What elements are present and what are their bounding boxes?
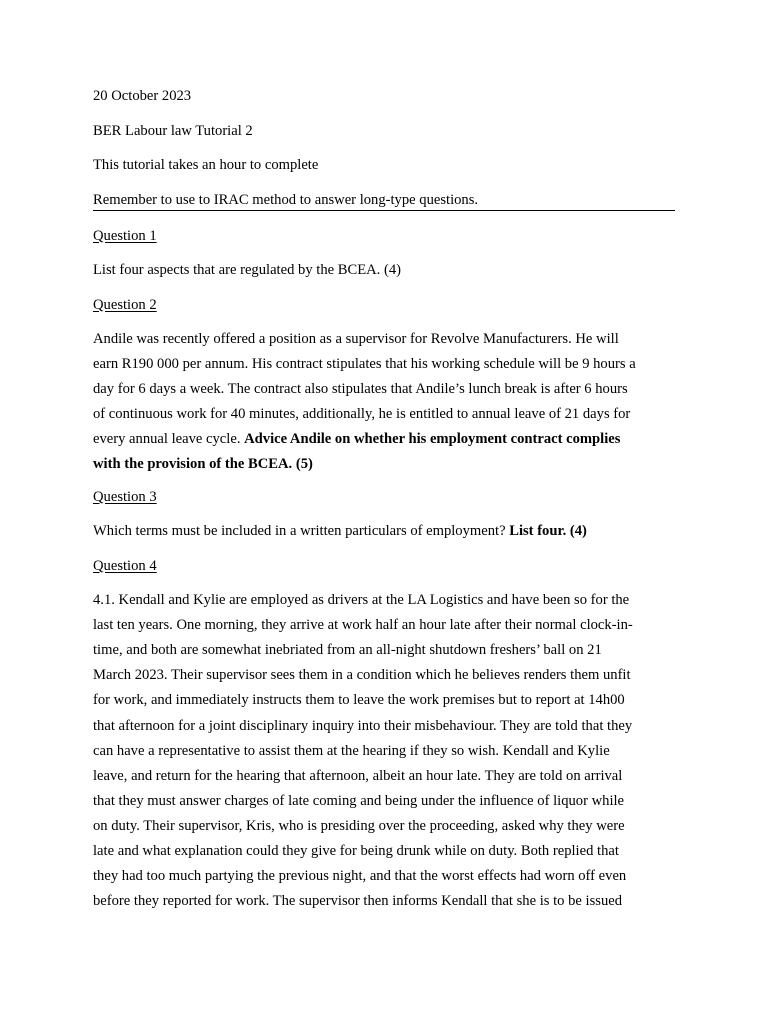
- question-4-line: before they reported for work. The supervisor then informs Kendall that she is to be issued: [93, 893, 623, 910]
- question-4-line: on duty. Their supervisor, Kris, who is presiding over the proceeding, asked why they were: [93, 817, 625, 834]
- question-3-heading: [93, 487, 675, 507]
- question-4-line: they had too much partying the previous night, and that the worst effects had worn off even: [93, 868, 627, 885]
- question-2-line: Andile was recently offered a position as a supervisor for Revolve Manufacturers. He will: [93, 331, 619, 347]
- question-4-heading-text: Question 4: [93, 557, 157, 574]
- question-2-line-text: every annual leave cycle.: [93, 431, 245, 448]
- question-4-heading: [93, 556, 675, 576]
- question-4-line: time, and both are somewhat inebriated from an all-night shutdown freshers’ ball on 21: [93, 642, 602, 659]
- irac-instruction: Remember to use to IRAC method to answer long-type questions.: [93, 190, 675, 211]
- question-2-bold-line: with the provision of the BCEA. (5): [93, 456, 313, 473]
- question-2-heading: [93, 295, 675, 315]
- question-2-line: of continuous work for 40 minutes, additionally, he is entitled to annual leave of 21 days for: [93, 406, 631, 423]
- question-3-bold: List four. (4): [509, 523, 587, 540]
- question-1-heading-text: Question 1: [93, 227, 157, 244]
- question-2-heading-text: Question 2: [93, 296, 157, 313]
- document-title: BER Labour law Tutorial 2: [93, 122, 253, 139]
- question-4-line: for work, and immediately instructs them to leave the work premises but to report at 14h00: [93, 692, 625, 709]
- document-date: 20 October 2023: [93, 88, 192, 104]
- question-2-line: [93, 452, 675, 477]
- question-4-line: leave, and return for the hearing that afternoon, albeit an hour late. They are told on arrival: [93, 767, 623, 784]
- question-3-text: [93, 521, 675, 541]
- question-4-line: March 2023. Their supervisor sees them in a condition which he believes renders them unfit: [93, 667, 631, 684]
- question-3-heading-text: Question 3: [93, 488, 157, 505]
- question-2-line: earn R190 000 per annum. His contract stipulates that his working schedule will be 9 hours a: [93, 356, 636, 373]
- question-2-line: day for 6 days a week. The contract also stipulates that Andile’s lunch break is after 6 hours: [93, 381, 628, 398]
- question-2-body: [93, 327, 675, 478]
- question-4-line: that they must answer charges of late coming and being under the influence of liquor while: [93, 792, 625, 809]
- question-3-text-body: Which terms must be included in a written particulars of employment?: [93, 523, 510, 540]
- question-1-heading: [93, 226, 675, 246]
- question-4-line: that afternoon for a joint disciplinary inquiry into their misbehaviour. They are told that they: [93, 717, 633, 734]
- question-4-line: late and what explanation could they give for being drunk while on duty. Both replied that: [93, 843, 619, 859]
- tutorial-duration: This tutorial takes an hour to complete: [93, 157, 319, 173]
- question-4-line: last ten years. One morning, they arrive at work half an hour late after their normal clock-in-: [93, 617, 633, 634]
- question-4-line: 4.1. Kendall and Kylie are employed as drivers at the LA Logistics and have been so for the: [93, 592, 630, 609]
- question-2-line: [93, 427, 675, 452]
- document-page: [93, 86, 675, 923]
- question-4-body: [93, 588, 675, 914]
- question-1-text: List four aspects that are regulated by the BCEA. (4): [93, 262, 401, 278]
- question-4-line: can have a representative to assist them at the hearing if they so wish. Kendall and Kylie: [93, 742, 610, 759]
- question-2-bold-tail: Advice Andile on whether his employment contract complies: [244, 431, 621, 448]
